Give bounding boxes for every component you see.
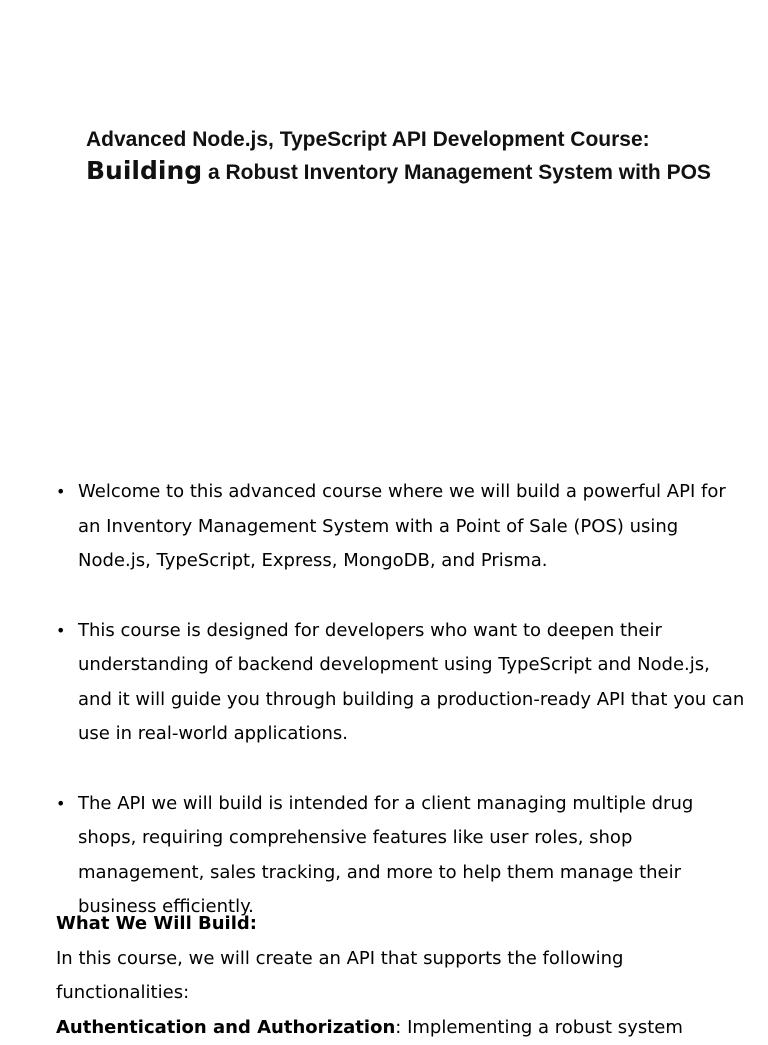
bullet-text: Welcome to this advanced course where we will build a powerful API for an Inventory Management System with a Point of Sale (POS) using Node.js, TypeScript, Express, MongoDB, and Prisma. xyxy=(78,481,726,571)
title-rest: a Robust Inventory Management System with POS xyxy=(202,161,711,184)
bullet-dot-icon: • xyxy=(56,787,65,822)
bullet-item xyxy=(56,475,746,579)
title-line-2 xyxy=(86,155,726,188)
intro-bullet-list xyxy=(56,475,746,871)
title-big-word: Building xyxy=(86,156,202,185)
what-we-will-build-section xyxy=(56,907,746,1045)
bullet-dot-icon: • xyxy=(56,614,65,649)
bullet-text: This course is designed for developers who want to deepen their understanding of backend development using TypeScript and Node.js, and it will guide you through building a production-ready API that you can use in real-world applications. xyxy=(78,620,744,745)
title-line-1: Advanced Node.js, TypeScript API Development Course: xyxy=(86,124,726,155)
bullet-item xyxy=(56,787,746,925)
section-intro: In this course, we will create an API that supports the following functionalities: xyxy=(56,942,746,1011)
feature-item-text: : Implementing a robust system xyxy=(395,1017,683,1038)
bullet-dot-icon: • xyxy=(56,475,65,510)
bullet-item xyxy=(56,614,746,752)
bullet-text: The API we will build is intended for a client managing multiple drug shops, requiring comprehensive features like user roles, shop management, sales tracking, and more to help them manage their business efficiently. xyxy=(78,793,693,918)
feature-item-title: Authentication and Authorization xyxy=(56,1017,395,1038)
section-heading: What We Will Build: xyxy=(56,907,746,942)
document-title xyxy=(86,124,726,188)
feature-item xyxy=(56,1011,746,1045)
